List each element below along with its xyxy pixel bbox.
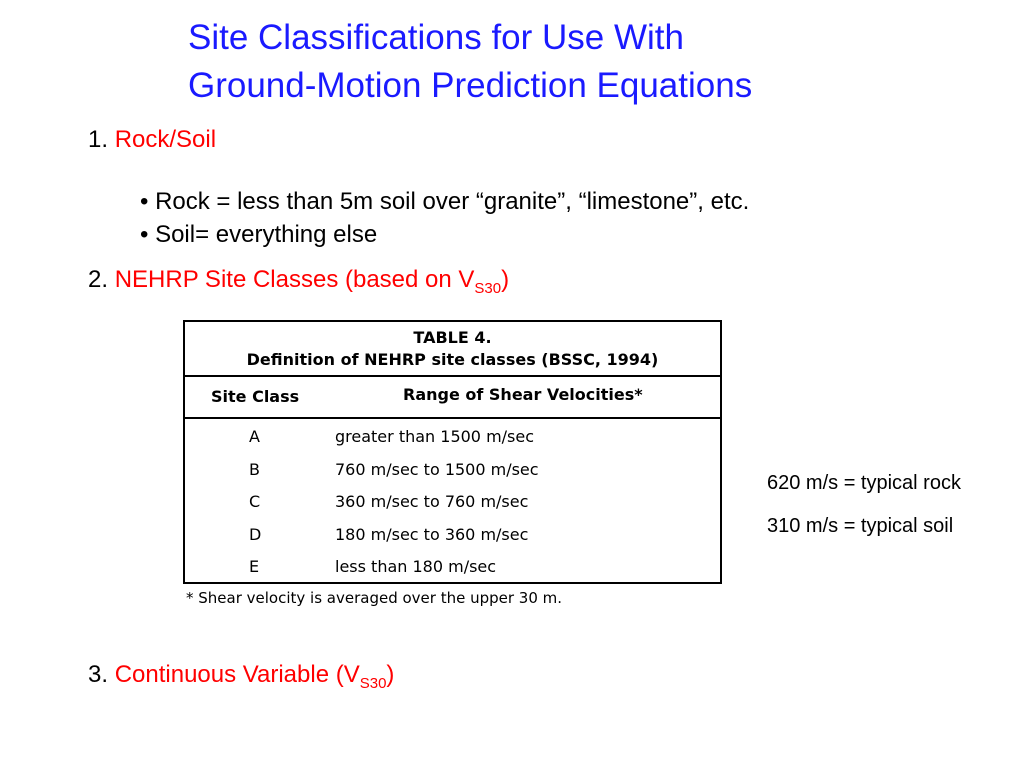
table-row (185, 522, 720, 555)
section-number: 2. (88, 266, 109, 293)
heading-close: ) (501, 266, 510, 293)
site-class-cell: C (249, 492, 261, 511)
range-cell: 180 m/sec to 360 m/sec (335, 524, 529, 544)
table-body (185, 419, 720, 587)
table-footnote: * Shear velocity is averaged over the upper 30 m. (186, 589, 563, 607)
table-title-line-1: TABLE 4. (413, 328, 492, 347)
table-title (185, 322, 720, 377)
heading-text: Continuous Variable (V (114, 661, 360, 688)
site-class-cell: A (249, 427, 260, 446)
column-header-range: Range of Shear Velocities* (403, 385, 643, 404)
column-header-site-class: Site Class (211, 387, 300, 406)
heading-subscript: S30 (474, 280, 502, 297)
nehrp-site-class-table (183, 320, 722, 584)
slide-title-line-1: Site Classifications for Use With (188, 18, 684, 57)
bullet-soil: • Soil= everything else (140, 221, 378, 248)
slide-title-line-2: Ground-Motion Prediction Equations (188, 66, 753, 105)
range-cell: 760 m/sec to 1500 m/sec (335, 459, 539, 479)
range-cell: less than 180 m/sec (335, 557, 497, 576)
site-class-cell: B (249, 459, 260, 479)
section-number: 3. (88, 661, 109, 688)
table-row (185, 424, 720, 457)
section-heading (114, 266, 510, 297)
heading-subscript: S30 (359, 675, 387, 692)
table-row (185, 554, 720, 587)
section-rock-soil (88, 125, 216, 155)
note-typical-rock: 620 m/s = typical rock (767, 472, 961, 494)
slide-title (188, 14, 752, 110)
table-title-line-2: Definition of NEHRP site classes (BSSC, 1994) (246, 350, 659, 369)
section-heading (114, 661, 395, 692)
section-number: 1. (88, 126, 109, 153)
site-class-cell: D (249, 524, 262, 544)
range-cell: greater than 1500 m/sec (335, 427, 535, 446)
table-row (185, 489, 720, 522)
table-header (185, 377, 720, 419)
site-class-cell: E (249, 557, 260, 576)
heading-close: ) (386, 661, 395, 688)
rock-soil-bullet-list (140, 185, 749, 251)
note-typical-soil: 310 m/s = typical soil (767, 515, 954, 537)
bullet-rock: • Rock = less than 5m soil over “granite”, “limestone”, etc. (140, 188, 750, 215)
section-nehrp (88, 265, 509, 295)
section-continuous (88, 660, 394, 690)
range-cell: 360 m/sec to 760 m/sec (335, 492, 529, 511)
heading-text: NEHRP Site Classes (based on V (114, 266, 475, 293)
section-heading: Rock/Soil (114, 126, 217, 153)
table-row (185, 457, 720, 490)
